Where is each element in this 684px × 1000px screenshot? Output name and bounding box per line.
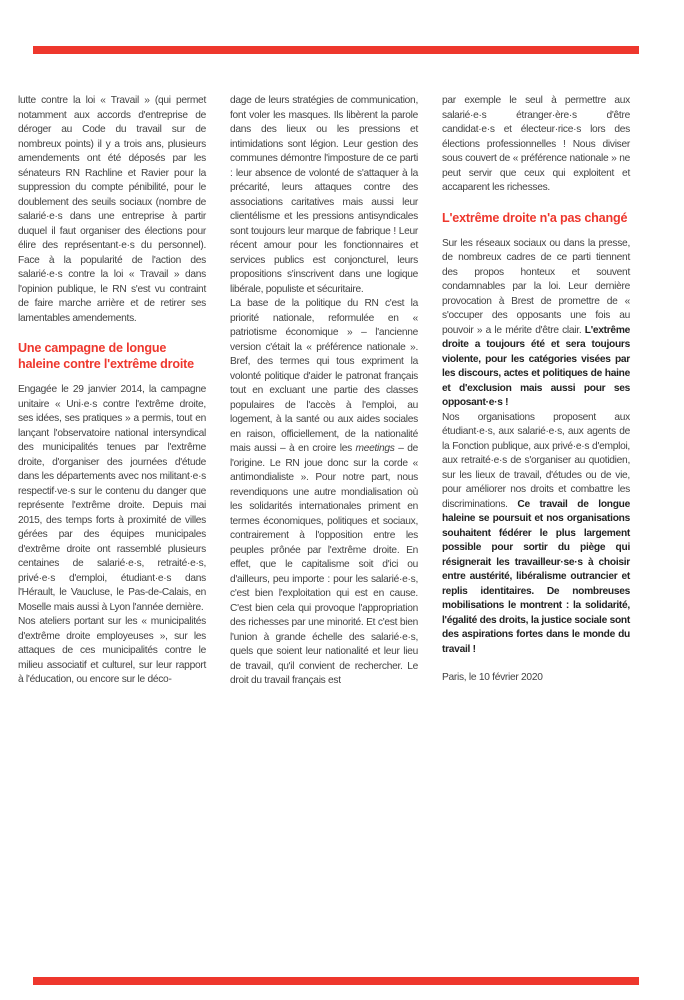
text-segment: lutte contre la loi « Travail » (qui permet notamment aux accords d'entreprise de déroger au Code du travail sur de nombreux points) il y a trois ans, plusieurs amendements ont été déposés par les sénateurs RN Rachline et Ravier pour la suppression du compte pénibilité, pour le doublement des seuils sociaux (nombre de salarié·e·s dans une entreprise à partir duquel il faut organiser des élections pour élire des représentant·e·s du personnel). Face à la popularité de l'action des salarié·e·s contre la loi « Travail » dans l'opinion publique, le RN s'est vu contraint de faire marche arrière et de retirer ses lamentables amendements. [18, 95, 206, 324]
paragraph [230, 94, 418, 297]
paragraph [442, 411, 630, 658]
bottom-red-rule [33, 977, 639, 985]
text-segment: Nos organisations proposent aux étudiant·e·s, aux salarié·e·s, aux agents de la Fonction publique, aux privé·e·s d'emploi, aux retraité·e·s de s'organiser au quotidien, sur les lieux de travail, d'études ou de vie, pour améliorer nos droits et combattre les discriminations. [442, 411, 630, 510]
text-segment: dage de leurs stratégies de communication, font voler les masques. Ils libèrent la parole dans des lieux ou les pressions et intimidations sont légion. Leur gestion des communes démontre l'imposture de ce parti : leur absence de volonté de s'attaquer à la précarité, leurs attaques contre des associations caritatives mais aussi leur clientélisme et les pressions antisyndicales sont toujours leur marque de fabrique ! Leur récent amour pour les fonctionnaires et services publics est conjoncturel, leurs propositions s'inscrivent dans une logique libérale, populiste et sécuritaire. [230, 95, 418, 295]
section-heading: Une campagne de longue haleine contre l'extrême droite [18, 341, 194, 371]
paragraph [18, 94, 206, 326]
text-segment: Sur les réseaux sociaux ou dans la presse, de nombreux cadres de ce parti tiennent des propos honteux et souvent condamnables par la loi. Leur dernière provocation à Brest de promettre de « s'occuper des opposants une fois au pouvoir » a le mérite d'être clair. [442, 237, 630, 336]
text-column-3 [442, 94, 630, 689]
text-segment: – de l'origine. Le RN joue donc sur la corde « antimondialiste ». Pour notre part, nous revendiquons une autre mondialisation où les solidarités internationales priment en termes économiques, politiques et sociaux, contrairement à l'opposition entre les peuples prônée par l'extrême droite. En effet, que le capitalisme soit d'ici ou d'ailleurs, peu importe : pour les salarié·e·s, c'est bien l'exploitation qui est en cause. C'est bien cela qui provoque l'appropriation des richesses par une minorité. Et c'est bien l'union à grande échelle des salarié·e·s, quels que soient leur nationalité et leur lieu de travail, qu'il convient de rechercher. Le droit du travail français est [230, 443, 418, 686]
top-red-rule [33, 46, 639, 54]
text-segment: La base de la politique du RN c'est la priorité nationale, reformulée en « patriotisme économique » – l'ancienne version c'était la « préférence nationale ». Bref, des termes qui tous expriment la volonté politique d'aider le patronat français tout en excluant une partie des classes populaires de l'accès à l'emploi, au logement, à la santé ou aux aides sociales en raison, officiellement, de la nationalité mais aussi – à en croire les [230, 298, 418, 454]
text-column-2 [230, 94, 418, 689]
text-column-1 [18, 94, 206, 689]
paragraph [230, 297, 418, 689]
paragraph [442, 94, 630, 196]
text-columns [18, 94, 630, 689]
text-segment: Engagée le 29 janvier 2014, la campagne unitaire « Uni·e·s contre l'extrême droite, ses idées, ses pratiques » a permis, tout en lançant l'observatoire national intersyndical des municipalités tenues par l'extrême droite, d'organiser des journées d'étude dans les départements avec nos militant·e·s respectif·ve·s sur le contenu du danger que représente l'extrême droite. Depuis mai 2015, des temps forts à proximité de villes gérées par des équipes municipales d'extrême droite ont rassemblé plusieurs centaines de salarié·e·s, retraité·e·s, privé·e·s d'emploi, étudiant·e·s dans l'Hérault, le Vaucluse, le Pas-de-Calais, en Moselle mais aussi à Lyon l'année dernière. [18, 384, 206, 613]
paragraph [18, 383, 206, 615]
dateline: Paris, le 10 février 2020 [442, 672, 543, 683]
bold-text-segment: Ce travail de longue haleine se poursuit et nos organisations souhaitent fédérer le plus largement possible pour sortir du piège qui résignerait les travailleur·se·s à choisir entre austérité, libéralisme outrancier et replis identitaires. De nombreuses mobilisations le montrent : la solidarité, l'égalité des droits, la justice sociale sont des aspirations fortes dans le monde du travail ! [442, 498, 630, 655]
italic-text-segment: meetings [355, 443, 395, 454]
section-heading: L'extrême droite n'a pas changé [442, 210, 628, 225]
text-segment: Nos ateliers portant sur les « municipalités d'extrême droite employeuses », sur les attaques de ces municipalités contre le milieu associatif et culturel, sur leur rapport à l'éducation, ou encore sur le déco- [18, 616, 206, 685]
text-segment: par exemple le seul à permettre aux salarié·e·s étranger·ère·s d'être candidat·e·s et électeur·rice·s lors des élections professionnelles ! Nous diviser sous couvert de « préférence nationale » ne peut servir que ceux qui exploitent et accaparent les richesses. [442, 95, 630, 193]
paragraph [442, 237, 630, 411]
bold-text-segment: L'extrême droite a toujours été et sera toujours violente, pour les catégories visées par les discours, actes et politiques de haine et d'exclusion mais aussi pour ses opposant·e·s ! [442, 324, 630, 408]
paragraph [18, 615, 206, 688]
